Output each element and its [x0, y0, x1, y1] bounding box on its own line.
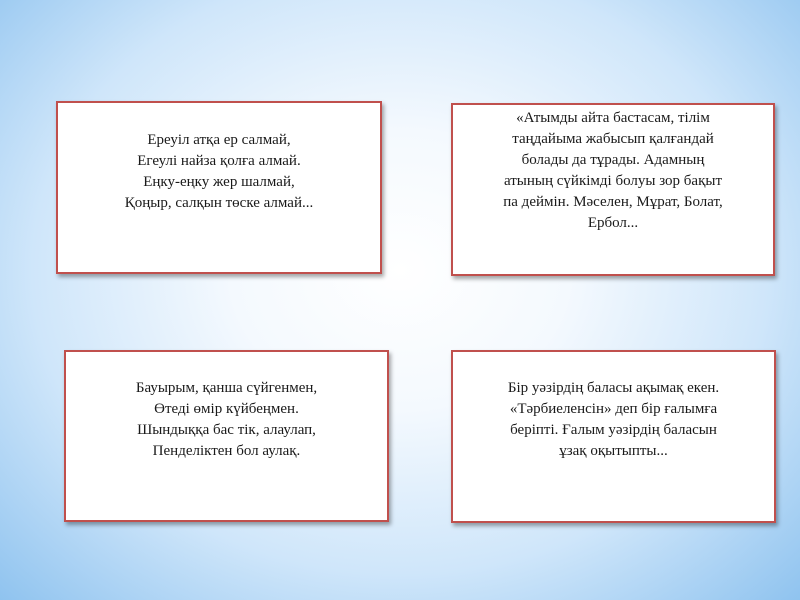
quote-text: «Атымды айта бастасам, тілім таңдайыма жабысып қалғандай болады да тұрады. Адамның атының сүйкімді болуы зор бақыт па деймін. Мәселен, Мұрат, Болат, Ербол... — [503, 110, 723, 231]
quote-card-prose-story — [451, 350, 776, 523]
quote-text: Ереуіл атқа ер салмай, Егеулі найза қолға алмай. Еңку-еңку жер шалмай, Қоңыр, салқын төске алмай... — [124, 132, 314, 211]
quote-text: Бір уәзірдің баласы ақымақ екен. «Тәрбиеленсін» деп бір ғалымға беріпті. Ғалым уәзірдің баласын ұзақ оқытыпты... — [507, 380, 720, 459]
quote-card-prose-names — [451, 103, 775, 276]
quote-text: Бауырым, қанша сүйгенмен, Өтеді өмір күйбеңмен. Шындыққа бас тік, алаулап, Пенделіктен бол аулақ. — [135, 380, 318, 459]
quote-card-poem-1 — [56, 101, 382, 274]
quote-card-poem-2 — [64, 350, 389, 522]
